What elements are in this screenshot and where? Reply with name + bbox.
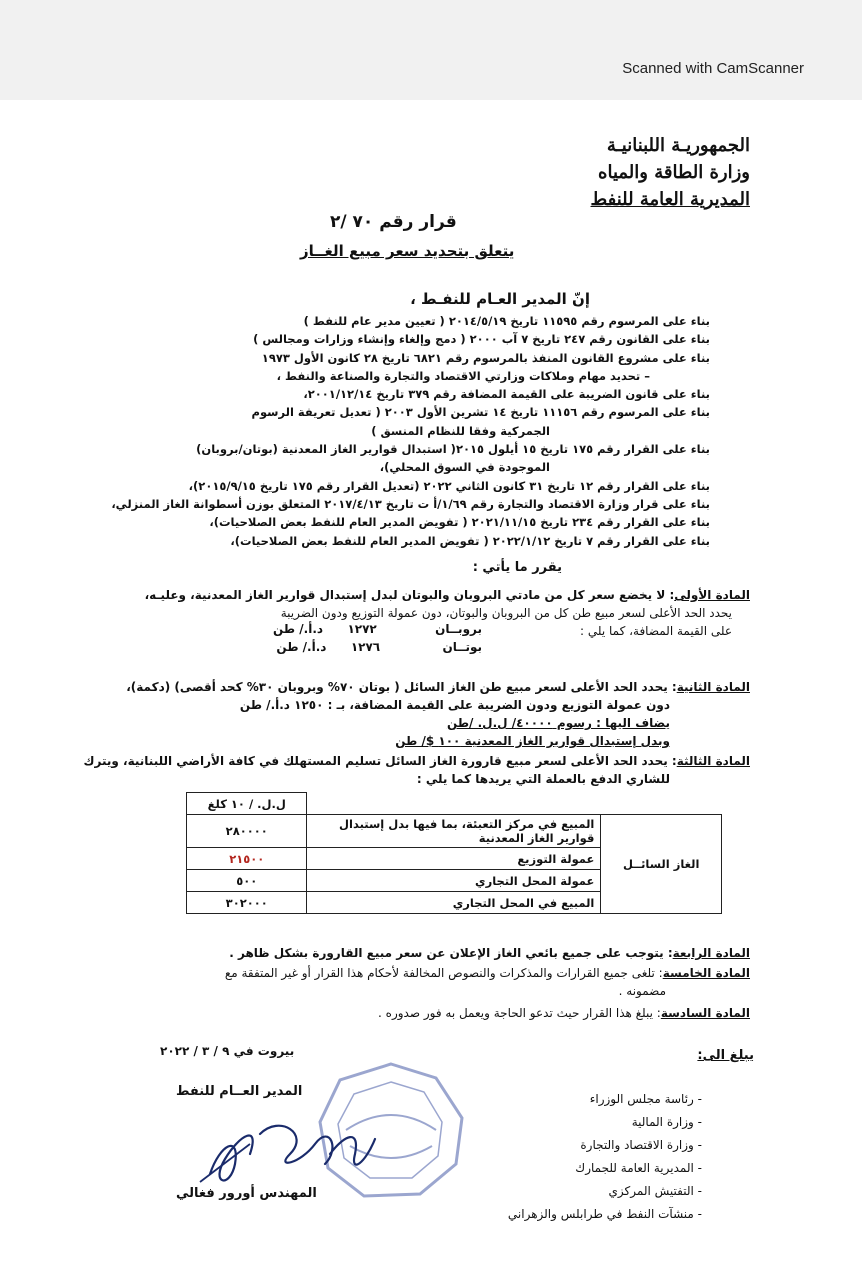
article-2-line2: دون عمولة التوزيع ودون الضريبة على القيمة المضافة، بـ : ١٢٥٠ د.أ./ طن — [239, 698, 670, 712]
scanner-header-bar — [0, 0, 862, 100]
article-5-line2: مضمونه . — [618, 984, 666, 998]
decides-heading: يقرر ما يأتي : — [472, 560, 562, 575]
article-2-label: المادة الثانية — [676, 680, 750, 694]
list-item: - رئاسة مجلس الوزراء — [508, 1088, 702, 1111]
preamble: إنّ المدير العـام للنفـط ، — [410, 290, 590, 308]
article-4-text: : يتوجب على جميع بائعي الغاز الإعلان عن سعر مبيع القارورة بشكل ظاهر . — [229, 946, 673, 960]
product-name: بروبــان — [435, 622, 482, 636]
table-product: الغاز السائــل — [601, 815, 722, 914]
header-republic: الجمهوريـة اللبنانيـة — [606, 135, 750, 156]
recital: بناء على قانون الضريبة على القيمة المضافة رقم ٣٧٩ تاريخ ٢٠٠١/١٢/١٤، — [303, 387, 710, 402]
product-name: بوتــان — [442, 640, 482, 654]
table-row — [187, 815, 722, 848]
recital: الجمركية وفقا للنظام المنسق ) — [371, 423, 550, 438]
recital: – تحديد مهام وملاكات وزارتي الاقتصاد والتجارة والصناعة والنفط ، — [276, 368, 650, 383]
product-butane — [276, 640, 482, 654]
header-directorate: المديرية العامة للنفط — [590, 189, 750, 210]
table-cell-value: ٢٨٠٠٠٠ — [187, 815, 307, 848]
table-cell-desc: المبيع في مركز التعبئة، بما فيها بدل إستبدال قوارير الغاز المعدنية — [307, 815, 601, 848]
table-cell-value: ٢١٥٠٠ — [187, 848, 307, 870]
recital: بناء على القرار رقم ٢٣٤ تاريخ ٢٠٢١/١١/١٥ ( تفويض المدير العام للنفط بعض الصلاحيات)، — [209, 515, 710, 530]
scanner-watermark: Scanned with CamScanner — [622, 60, 804, 77]
article-3-label: المادة الثالثة — [676, 754, 750, 768]
article-5-label: المادة الخامسة — [662, 966, 750, 980]
article-1-line2: يحدد الحد الأعلى لسعر مبيع طن كل من البروبان والبوتان، دون عمولة التوزيع ودون الضريبة — [280, 606, 732, 620]
price-table — [186, 792, 722, 914]
table-cell-value: ٣٠٢٠٠٠ — [187, 892, 307, 914]
ministry-header — [591, 132, 751, 213]
decision-number: قرار رقم ٧٠ /٢ — [330, 212, 457, 232]
article-1-line3: على القيمة المضافة، كما يلي : — [580, 624, 732, 638]
article-6-text: : يبلغ هذا القرار حيث تدعو الحاجة ويعمل به فور صدوره . — [378, 1006, 661, 1020]
document-page — [0, 100, 862, 1280]
article-1-text: : لا يخضع سعر كل من مادتي البروبان والبوتان لبدل إستبدال قوارير الغاز المعدنية، وعليـه، — [144, 588, 675, 602]
issue-date: بيروت في ٩ / ٣ / ٢٠٢٢ — [160, 1044, 295, 1058]
recital: بناء على القرار رقم ٧ تاريخ ٢٠٢٢/١/١٢ ( تفويض المدير العام للنفط بعض الصلاحيات)، — [230, 533, 710, 548]
product-propane — [273, 622, 482, 636]
decision-subject: يتعلق بتحديد سعر مبيع الغــاز — [300, 242, 515, 260]
list-item: - التفتيش المركزي — [508, 1180, 702, 1203]
recital: بناء على المرسوم رقم ١١٥٩٥ تاريخ ٢٠١٤/٥/١٩ ( تعيين مدير عام للنفط ) — [303, 314, 710, 328]
product-price: ١٢٧٦ — [350, 640, 381, 654]
article-2 — [110, 678, 750, 750]
article-2-fees: يضاف اليها : رسوم ٤٠٠٠٠/ ل.ل. /طن — [446, 716, 670, 730]
table-cell-desc: عمولة التوزيع — [307, 848, 601, 870]
article-3-text: : يحدد الحد الأعلى لسعر مبيع قارورة الغاز السائل تسليم المستهلك في كافة الأراضي اللبنانية، ويترك — [83, 754, 677, 768]
header-ministry: وزارة الطاقة والمياه — [598, 162, 750, 183]
recital: بناء على القانون رقم ٢٤٧ تاريخ ٧ آب ٢٠٠٠ ( دمج وإلغاء وإنشاء وزارات ومجالس ) — [253, 332, 710, 347]
list-item: - منشآت النفط في طرابلس والزهراني — [508, 1203, 702, 1226]
recitals-list — [111, 312, 710, 550]
article-6-label: المادة السادسة — [660, 1006, 750, 1020]
article-2-cylinder-fee: وبدل إستبدال قوارير الغاز المعدنية ١٠٠ $/ طن — [395, 734, 670, 748]
article-1-label: المادة الأولى — [674, 588, 750, 602]
product-unit: د.أ./ طن — [276, 640, 327, 654]
list-item: - المديرية العامة للجمارك — [508, 1157, 702, 1180]
table-cell-desc: المبيع في المحل التجاري — [307, 892, 601, 914]
list-item: - وزارة المالية — [508, 1111, 702, 1134]
table-cell-value: ٥٠٠ — [187, 870, 307, 892]
article-2-text: : يحدد الحد الأعلى لسعر مبيع طن الغاز السائل ( بوتان ٧٠% وبروبان ٣٠% كحد أقصى) (دكمة)، — [126, 680, 677, 694]
table-cell-desc: عمولة المحل التجاري — [307, 870, 601, 892]
notify-list — [508, 1088, 702, 1226]
signer-name: المهندس أورور فغالي — [176, 1186, 317, 1201]
article-5-text: : تلغى جميع القرارات والمذكرات والنصوص المخالفة لأحكام هذا القرار أو غير المتفقة مع — [224, 966, 663, 980]
product-unit: د.أ./ طن — [273, 622, 324, 636]
recital: بناء على القرار رقم ١٧٥ تاريخ ١٥ أيلول ٢٠١٥( استبدال قوارير الغاز المعدنية (بوتان/بروبان) — [196, 442, 710, 457]
list-item: - وزارة الاقتصاد والتجارة — [508, 1134, 702, 1157]
recital: بناء على المرسوم رقم ١١١٥٦ تاريخ ١٤ تشرين الأول ٢٠٠٣ ( تعديل تعريفة الرسوم — [251, 405, 710, 420]
article-3-line2: للشاري الدفع بالعملة التي يريدها كما يلي : — [416, 772, 670, 786]
table-header-value: ل.ل. / ١٠ كلغ — [187, 793, 307, 815]
product-price: ١٢٧٢ — [347, 622, 377, 636]
recital: بناء على قرار وزارة الاقتصاد والتجارة رقم ١/٦٩/أ ت تاريخ ٢٠١٧/٤/١٣ المتعلق بوزن أسطوانة الغاز المنزلي، — [111, 496, 710, 511]
article-4 — [110, 944, 750, 962]
notify-title: يبلغ الى: — [697, 1048, 754, 1063]
table-header-row — [187, 793, 722, 815]
recital: بناء على مشروع القانون المنفذ بالمرسوم رقم ٦٨٢١ تاريخ ٢٨ كانون الأول ١٩٧٣ — [261, 350, 710, 365]
article-5 — [110, 964, 750, 1000]
article-6 — [110, 1004, 750, 1022]
article-3 — [83, 752, 750, 788]
recital: الموجودة في السوق المحلي)، — [379, 460, 550, 475]
handwritten-signature — [190, 1104, 390, 1194]
article-4-label: المادة الرابعة — [672, 946, 750, 960]
signer-title: المدير العــام للنفط — [176, 1084, 303, 1099]
recital: بناء على القرار رقم ١٢ تاريخ ٣١ كانون الثاني ٢٠٢٢ (تعديل القرار رقم ١٧٥ تاريخ ٢٠١٥/٩/١٥)، — [188, 478, 710, 493]
